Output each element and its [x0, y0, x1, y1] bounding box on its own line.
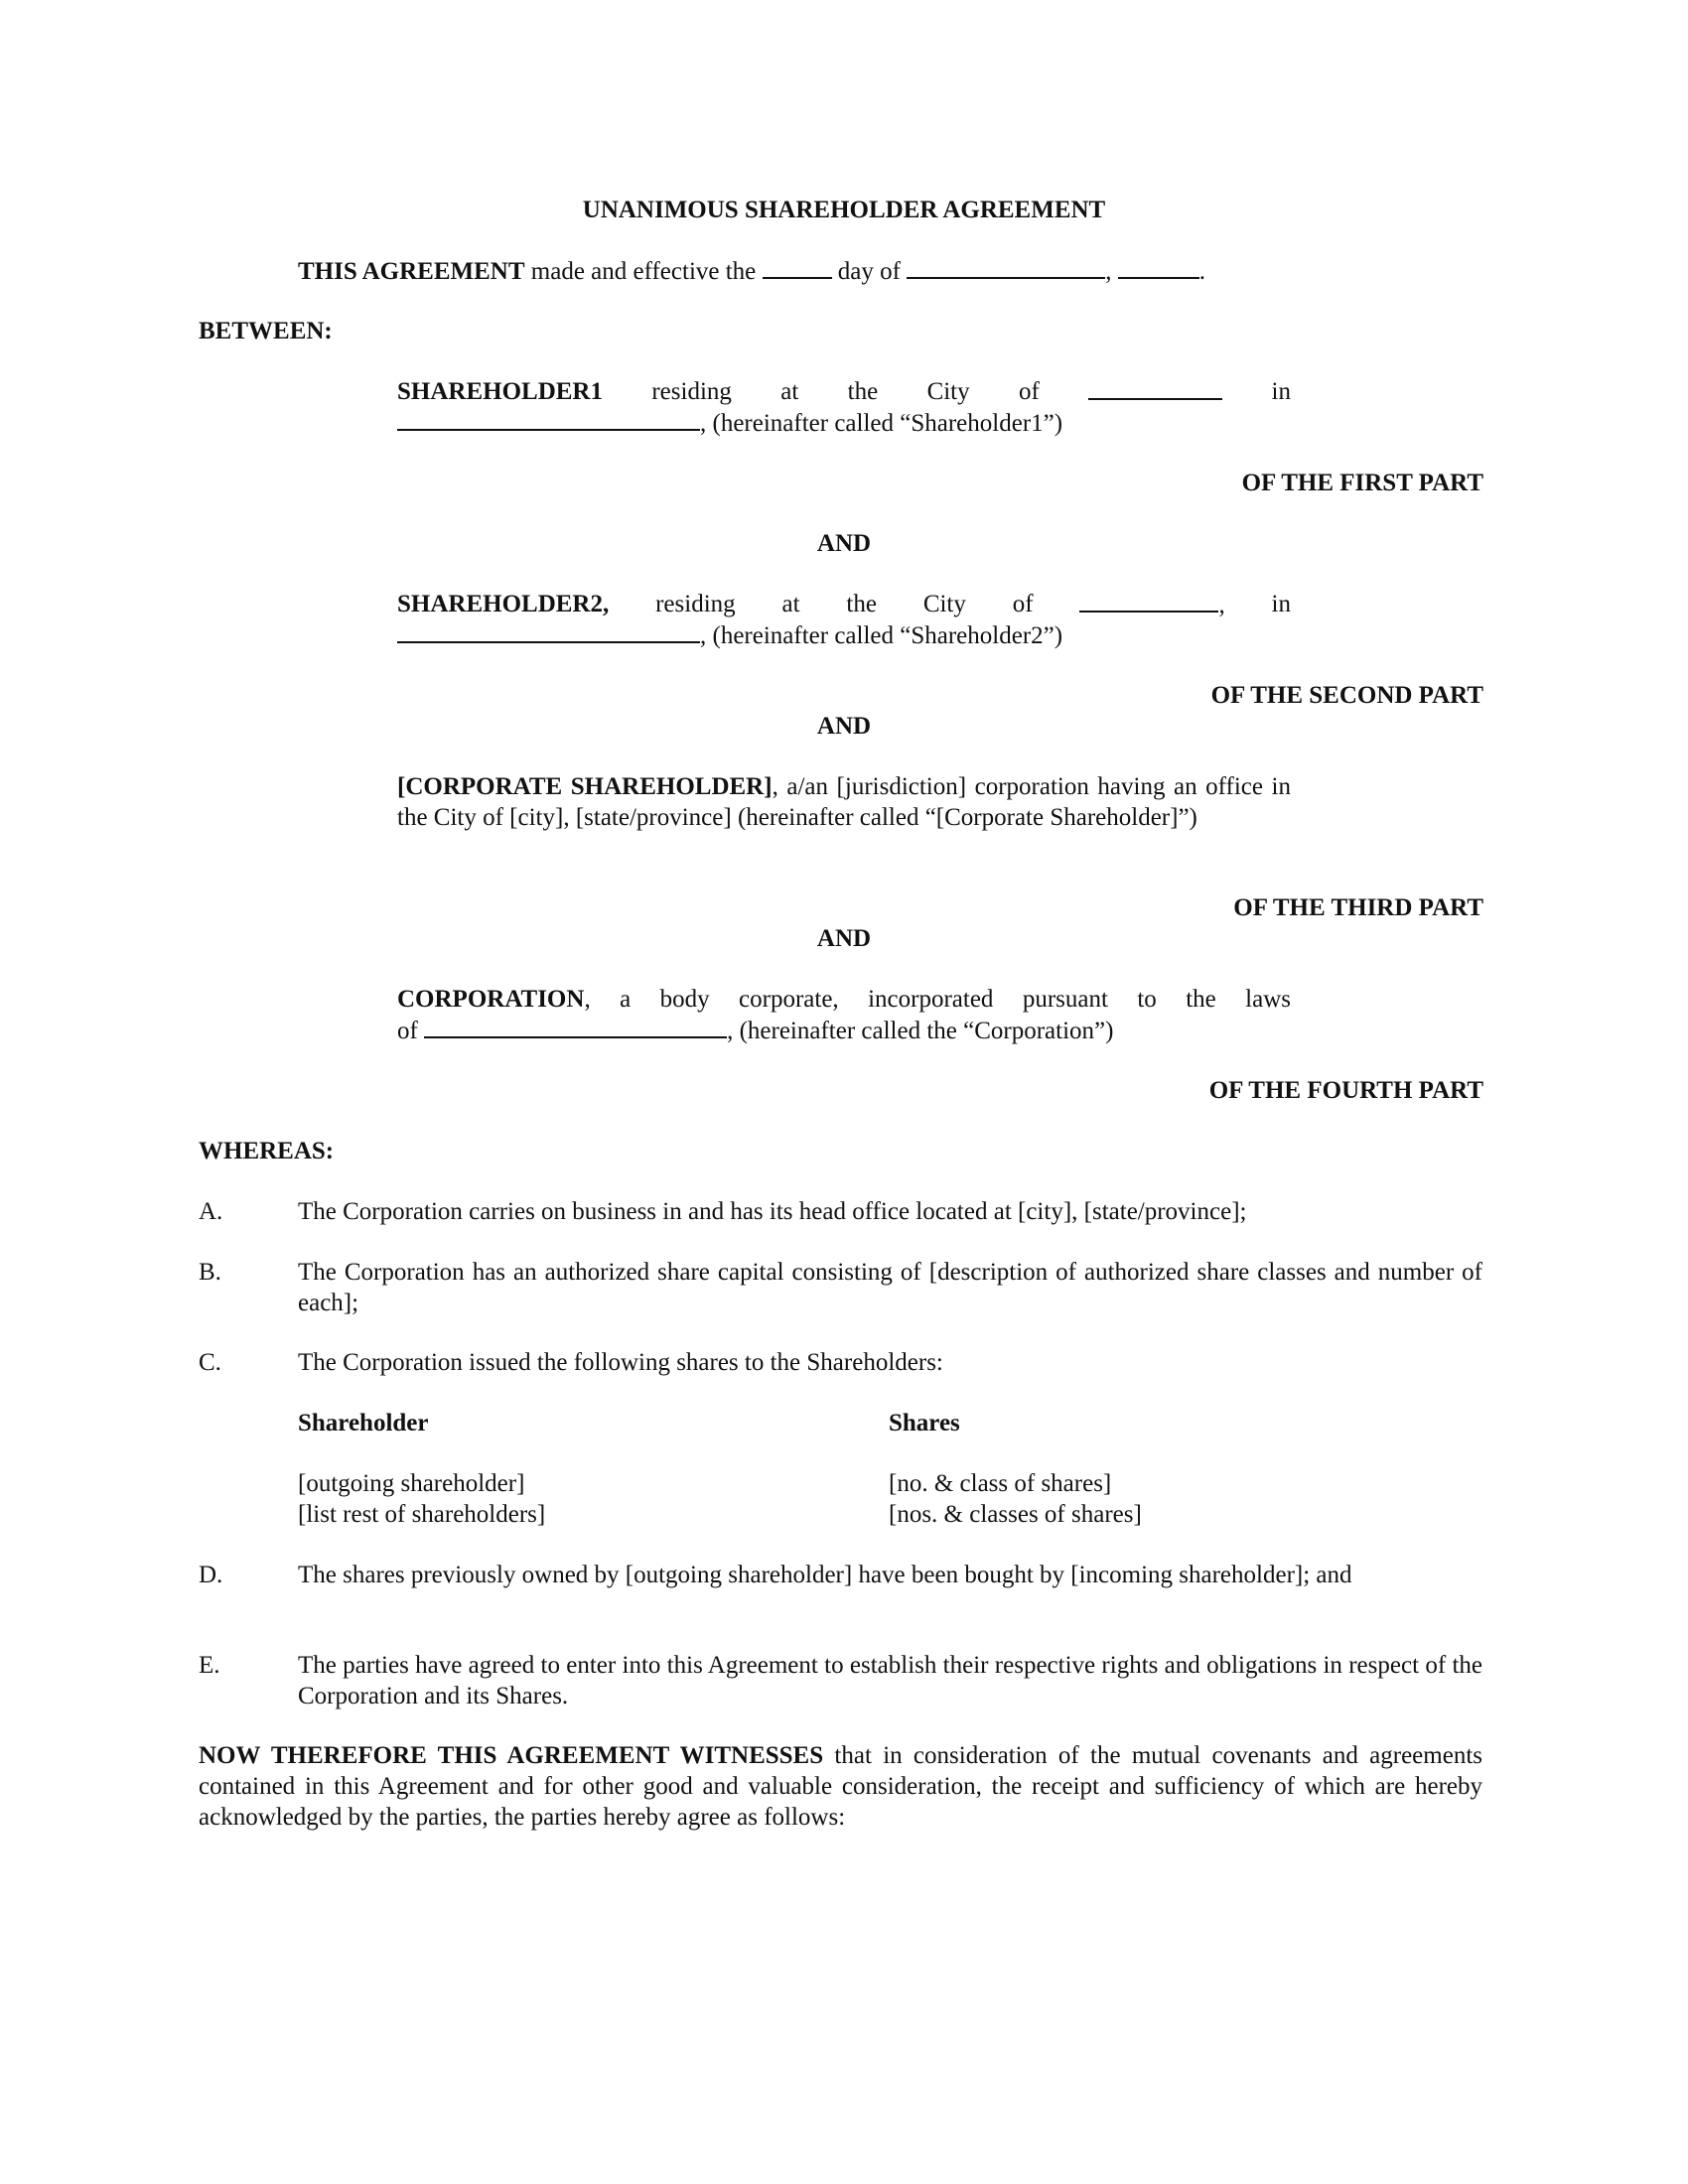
recital-label: B.	[199, 1259, 221, 1286]
party4-line1: CORPORATION, a body corporate, incorporated pursuant to the laws	[397, 986, 1291, 1013]
party4-name: CORPORATION	[397, 986, 585, 1013]
party2-name: SHAREHOLDER2,	[397, 591, 610, 617]
recital-text: The parties have agreed to enter into this Agreement to establish their respective rights and obligations in respect of the Corporation and its Shares.	[298, 1652, 1482, 1709]
party1-part-label: OF THE FIRST PART	[1241, 470, 1483, 496]
recital-label: D.	[199, 1562, 223, 1588]
party3-block: [CORPORATE SHAREHOLDER], a/an [jurisdiction] corporation having an office in the City of [city], [state/province] (hereinafter called “[Corporate Shareholder]”)	[397, 773, 1291, 831]
party4-line2: of , (hereinafter called the “Corporation”)	[397, 1015, 1113, 1046]
party2-city-blank	[1079, 589, 1218, 613]
share-table-header-shareholder: Shareholder	[298, 1410, 429, 1436]
share-table-cell: [list rest of shareholders]	[298, 1501, 546, 1528]
party3-name: [CORPORATE SHAREHOLDER]	[397, 773, 773, 800]
document-title: UNANIMOUS SHAREHOLDER AGREEMENT	[582, 197, 1106, 223]
party2-part-label: OF THE SECOND PART	[1210, 682, 1483, 709]
party1-city-blank	[1088, 376, 1222, 400]
recital-text: The Corporation has an authorized share capital consisting of [description of authorized share classes and number of each];	[298, 1259, 1482, 1316]
witness-bold: NOW THEREFORE THIS AGREEMENT WITNESSES	[199, 1742, 824, 1769]
share-table-cell: [nos. & classes of shares]	[889, 1501, 1142, 1528]
party2-province-blank	[397, 619, 700, 643]
party3-part-label: OF THE THIRD PART	[1233, 894, 1483, 921]
witness-paragraph: NOW THEREFORE THIS AGREEMENT WITNESSES that in consideration of the mutual covenants and agreements contained in this Agreement and for other good and valuable consideration, the receipt and sufficiency of which are hereby acknowledged by the parties, the parties hereby agree as follows:	[199, 1742, 1482, 1831]
share-table-cell: [no. & class of shares]	[889, 1470, 1112, 1497]
and-label-1: AND	[816, 530, 872, 557]
party1-line2: , (hereinafter called “Shareholder1”)	[397, 407, 1062, 439]
recital-text: The shares previously owned by [outgoing shareholder] have been bought by [incoming shareholder]; and	[298, 1562, 1352, 1588]
recital-label: E.	[199, 1652, 220, 1679]
share-table-header-shares: Shares	[889, 1410, 960, 1436]
recital-label: A.	[199, 1198, 223, 1225]
whereas-label: WHEREAS:	[199, 1138, 335, 1164]
party2-line1: SHAREHOLDER2, residing at the City of , in	[397, 591, 1291, 618]
party4-part-label: OF THE FOURTH PART	[1208, 1077, 1483, 1104]
agreement-opening: THIS AGREEMENT made and effective the day of , .	[298, 255, 1205, 287]
day-blank	[763, 255, 832, 279]
recital-label: C.	[199, 1349, 221, 1376]
share-table-cell: [outgoing shareholder]	[298, 1470, 525, 1497]
party1-province-blank	[397, 407, 700, 431]
recital-text: The Corporation issued the following shares to the Shareholders:	[298, 1349, 943, 1376]
party1-name: SHAREHOLDER1	[397, 378, 603, 405]
party1-line1: SHAREHOLDER1 residing at the City of in	[397, 378, 1291, 405]
party2-line2: , (hereinafter called “Shareholder2”)	[397, 619, 1062, 651]
month-blank	[907, 255, 1105, 279]
between-label: BETWEEN:	[199, 318, 333, 344]
and-label-3: AND	[816, 925, 872, 952]
party4-jurisdiction-blank	[424, 1015, 727, 1038]
year-blank	[1118, 255, 1199, 279]
and-label-2: AND	[816, 713, 872, 740]
recital-text: The Corporation carries on business in and has its head office located at [city], [state/province];	[298, 1198, 1247, 1225]
opening-bold: THIS AGREEMENT	[298, 258, 525, 285]
